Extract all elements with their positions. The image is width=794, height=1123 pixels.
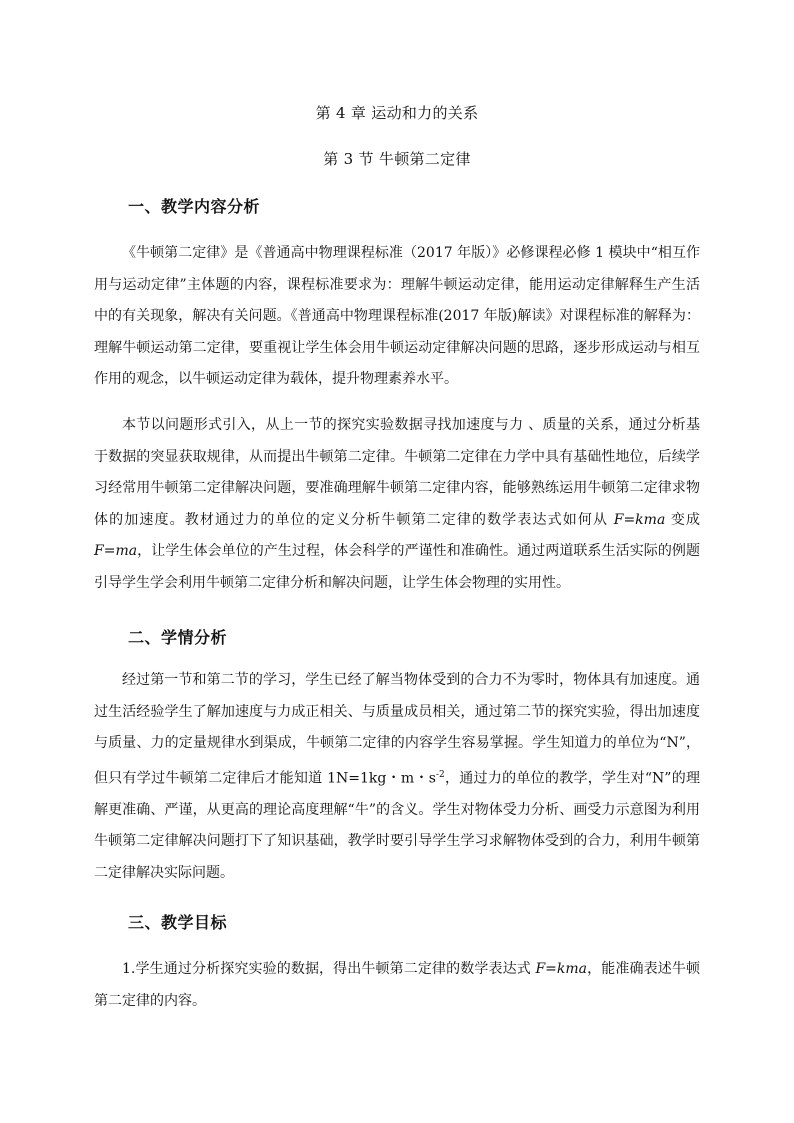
paragraph-text-part-b: ，通过力的单位的教学，学生对“N”的理解更准确、严谨，从更高的理论高度理解“牛”的含义。学生对物体受力分析、画受力示意图为利用牛顿第二定律解决问题打下了知识基础，教学时要引导学生学习求解物体受到的合力，利用牛顿第二定律解决实际问题。 <box>94 770 700 881</box>
section-title: 第 3 节 牛顿第二定律 <box>323 150 471 168</box>
heading-content-analysis: 一、教学内容分析 <box>128 197 261 216</box>
paragraph-objective-1 <box>94 954 700 1017</box>
paragraph-text-part-b: 变成 <box>665 511 700 528</box>
paragraph-text-part-a: 本节以问题形式引入，从上一节的探究实验数据寻找加速度与力 、质量的关系，通过分析基于数据的突显获取规律，从而提出牛顿第二定律。牛顿第二定律在力学中具有基础性地位，后续学习经常用牛顿第二定律解决问题，要准确理解牛顿第二定律内容，能够熟练运用牛顿第二定律求物体的加速度。教材通过力的单位的定义分析牛顿第二定律的数学表达式如何从 <box>94 417 700 528</box>
paragraph-text-part-c: ，让学生体会单位的产生过程，体会科学的严谨性和准确性。通过两道联系生活实际的例题引导学生学会利用牛顿第二定律分析和解决问题，让学生体会物理的实用性。 <box>94 543 700 591</box>
paragraph-section-intro <box>94 410 700 599</box>
formula-f-kma: F=kma <box>535 961 588 977</box>
paragraph-learner-analysis <box>94 665 700 889</box>
formula-f-kma: F=kma <box>613 511 666 528</box>
paragraph-text-part-a: 经过第一节和第二节的学习，学生已经了解当物体受到的合力不为零时，物体具有加速度。通过生活经验学生了解加速度与力成正相关、与质量成员相关，通过第二节的探究实验，得出加速度与质量、力的定量规律水到渠成，牛顿第二定律的内容学生容易掌握。学生知道力的单位为“N”，但只有学过牛顿第二定律后才能知道 1N=1kg・m・s <box>94 672 700 787</box>
chapter-title: 第 4 章 运动和力的关系 <box>315 104 479 122</box>
formula-f-ma: F=ma <box>94 543 138 559</box>
paragraph-text-part-a: 1.学生通过分析探究实验的数据，得出牛顿第二定律的数学表达式 <box>122 961 536 977</box>
unit-exponent: -2 <box>435 769 445 780</box>
paragraph-curriculum-standard <box>94 238 700 396</box>
paragraph-text: 《牛顿第二定律》是《普通高中物理课程标准（2017 年版）》必修课程必修 1 模块中“相互作用与运动定律”主体题的内容，课程标准要求为：理解牛顿运动定律，能用运动定律解释生产生活中的有关现象，解决有关问题。《普通高中物理课程标准(2017 年版)解读》对课程标准的解释为：理解牛顿运动第二定律，要重视让学生体会用牛顿运动定律解决问题的思路，逐步形成运动与相互作用的观念，以牛顿运动定律为载体，提升物理素养水平。 <box>94 245 700 387</box>
heading-learner-analysis: 二、学情分析 <box>128 628 228 647</box>
heading-teaching-objectives: 三、教学目标 <box>128 913 228 932</box>
paragraph-text-part-b: ，能准确表述牛顿第二定律的内容。 <box>94 961 701 1009</box>
